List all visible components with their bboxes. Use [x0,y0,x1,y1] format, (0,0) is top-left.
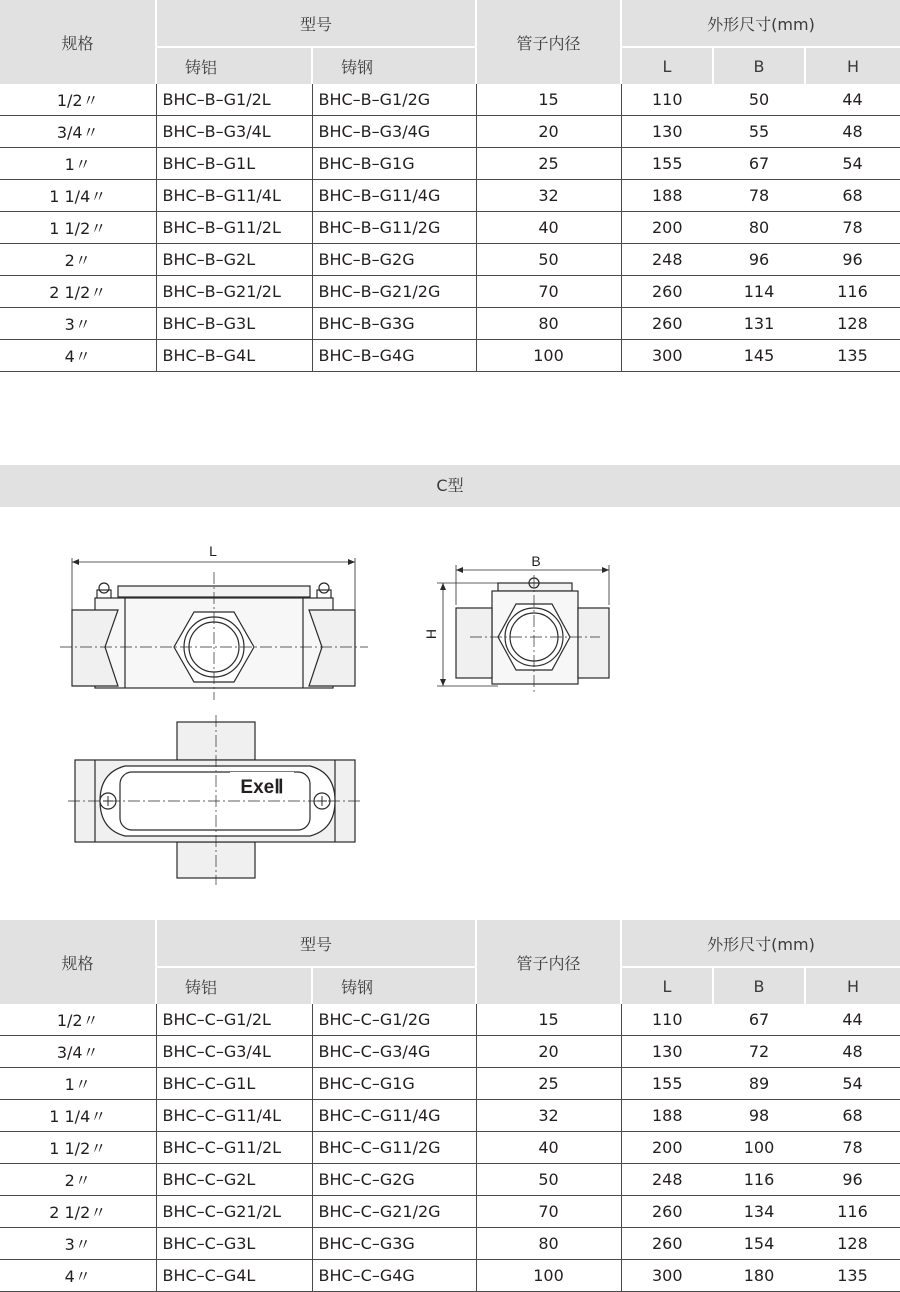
cell-model-cast-aluminum: BHC–B–G3L [156,308,312,340]
cell-width: 131 [713,308,805,340]
header-spec: 规格 [0,920,156,1004]
table-row [0,84,900,116]
cell-model-cast-steel: BHC–C–G1G [312,1068,476,1100]
cell-model-cast-steel: BHC–C–G4G [312,1260,476,1292]
cell-height: 135 [805,340,900,372]
header-spec: 规格 [0,0,156,84]
cell-pipe-diameter: 25 [476,1068,621,1100]
cell-model-cast-steel: BHC–C–G1/2G [312,1004,476,1036]
cell-length: 260 [621,308,713,340]
cell-pipe-diameter: 15 [476,1004,621,1036]
cell-model-cast-steel: BHC–B–G3/4G [312,116,476,148]
cell-length: 260 [621,1228,713,1260]
cell-length: 155 [621,1068,713,1100]
cell-spec: 1〃 [0,148,156,180]
cell-model-cast-aluminum: BHC–B–G21/2L [156,276,312,308]
table-row [0,1228,900,1260]
header-length: L [621,967,713,1004]
cell-model-cast-steel: BHC–C–G21/2G [312,1196,476,1228]
cell-model-cast-steel: BHC–B–G11/4G [312,180,476,212]
cell-length: 130 [621,1036,713,1068]
table-row [0,1260,900,1292]
header-dimensions: 外形尺寸(mm) [621,0,900,47]
cell-width: 145 [713,340,805,372]
table-row [0,1068,900,1100]
cell-width: 116 [713,1164,805,1196]
header-cast-aluminum: 铸铝 [156,967,312,1004]
cell-length: 155 [621,148,713,180]
cell-model-cast-steel: BHC–B–G1G [312,148,476,180]
cell-width: 134 [713,1196,805,1228]
cell-model-cast-steel: BHC–B–G4G [312,340,476,372]
header-dimensions: 外形尺寸(mm) [621,920,900,967]
cell-model-cast-aluminum: BHC–B–G3/4L [156,116,312,148]
cell-pipe-diameter: 50 [476,244,621,276]
table-row [0,340,900,372]
cell-length: 200 [621,1132,713,1164]
cell-pipe-diameter: 100 [476,1260,621,1292]
table-row [0,1132,900,1164]
cell-height: 128 [805,1228,900,1260]
table-row [0,212,900,244]
cell-length: 248 [621,1164,713,1196]
cell-spec: 1 1/4〃 [0,180,156,212]
cell-model-cast-steel: BHC–B–G11/2G [312,212,476,244]
cell-model-cast-steel: BHC–C–G11/2G [312,1132,476,1164]
front-view-drawing [60,558,368,700]
header-model: 型号 [156,920,476,967]
cell-model-cast-aluminum: BHC–C–G1L [156,1068,312,1100]
cell-spec: 1〃 [0,1068,156,1100]
cell-model-cast-aluminum: BHC–B–G1L [156,148,312,180]
cell-pipe-diameter: 20 [476,116,621,148]
cell-spec: 1/2〃 [0,1004,156,1036]
cell-pipe-diameter: 32 [476,1100,621,1132]
cell-height: 44 [805,1004,900,1036]
cell-width: 154 [713,1228,805,1260]
cell-pipe-diameter: 40 [476,212,621,244]
cell-height: 68 [805,1100,900,1132]
header-width: B [713,47,805,84]
cell-pipe-diameter: 70 [476,276,621,308]
cell-height: 128 [805,308,900,340]
cell-spec: 2〃 [0,1164,156,1196]
cell-pipe-diameter: 20 [476,1036,621,1068]
header-model: 型号 [156,0,476,47]
cell-length: 200 [621,212,713,244]
cell-pipe-diameter: 32 [476,180,621,212]
table-row [0,1100,900,1132]
dim-label-l: L [209,543,217,559]
cell-pipe-diameter: 70 [476,1196,621,1228]
cell-length: 300 [621,340,713,372]
header-length: L [621,47,713,84]
cell-width: 96 [713,244,805,276]
cell-model-cast-steel: BHC–B–G3G [312,308,476,340]
table-row [0,244,900,276]
cell-length: 130 [621,116,713,148]
cell-height: 54 [805,148,900,180]
cell-width: 180 [713,1260,805,1292]
side-view-drawing [437,565,609,695]
cell-spec: 1 1/4〃 [0,1100,156,1132]
cell-height: 96 [805,1164,900,1196]
cell-spec: 4〃 [0,340,156,372]
cell-model-cast-aluminum: BHC–B–G4L [156,340,312,372]
header-cast-steel: 铸钢 [312,967,476,1004]
cell-width: 114 [713,276,805,308]
cell-model-cast-aluminum: BHC–C–G3/4L [156,1036,312,1068]
cell-spec: 1 1/2〃 [0,1132,156,1164]
table-row [0,180,900,212]
cell-model-cast-aluminum: BHC–C–G21/2L [156,1196,312,1228]
cell-height: 68 [805,180,900,212]
cell-width: 98 [713,1100,805,1132]
cell-length: 260 [621,276,713,308]
cell-spec: 3/4〃 [0,116,156,148]
cell-width: 100 [713,1132,805,1164]
cell-length: 188 [621,1100,713,1132]
cell-spec: 1 1/2〃 [0,212,156,244]
dim-label-h: H [423,628,439,640]
cell-width: 89 [713,1068,805,1100]
cell-spec: 2 1/2〃 [0,1196,156,1228]
cell-model-cast-steel: BHC–C–G3G [312,1228,476,1260]
c-type-drawings [0,507,900,917]
header-width: B [713,967,805,1004]
cell-pipe-diameter: 50 [476,1164,621,1196]
cell-length: 248 [621,244,713,276]
cell-spec: 2〃 [0,244,156,276]
cell-model-cast-steel: BHC–B–G21/2G [312,276,476,308]
spec-table-c [0,920,900,1292]
cell-width: 67 [713,1004,805,1036]
header-height: H [805,967,900,1004]
table-row [0,1004,900,1036]
cell-height: 96 [805,244,900,276]
table-row [0,1196,900,1228]
cell-length: 110 [621,1004,713,1036]
cell-model-cast-aluminum: BHC–B–G11/2L [156,212,312,244]
cell-model-cast-steel: BHC–C–G3/4G [312,1036,476,1068]
cell-model-cast-steel: BHC–B–G1/2G [312,84,476,116]
cell-height: 116 [805,1196,900,1228]
cell-height: 78 [805,212,900,244]
table-row [0,116,900,148]
cell-pipe-diameter: 25 [476,148,621,180]
cell-spec: 3/4〃 [0,1036,156,1068]
cell-height: 48 [805,116,900,148]
cell-width: 55 [713,116,805,148]
cell-height: 44 [805,84,900,116]
cell-height: 48 [805,1036,900,1068]
cell-length: 260 [621,1196,713,1228]
cell-model-cast-aluminum: BHC–B–G1/2L [156,84,312,116]
cell-model-cast-steel: BHC–C–G2G [312,1164,476,1196]
section-title-c: C型 [0,465,900,507]
cell-width: 72 [713,1036,805,1068]
cell-spec: 4〃 [0,1260,156,1292]
cell-length: 188 [621,180,713,212]
header-height: H [805,47,900,84]
header-pipe-diameter: 管子内径 [476,0,621,84]
cell-model-cast-aluminum: BHC–C–G3L [156,1228,312,1260]
cell-pipe-diameter: 80 [476,1228,621,1260]
exe-marking: ExeⅡ [240,777,284,798]
cell-width: 67 [713,148,805,180]
cell-spec: 3〃 [0,308,156,340]
table-row [0,1036,900,1068]
table-row [0,308,900,340]
cell-model-cast-aluminum: BHC–C–G11/2L [156,1132,312,1164]
header-cast-steel: 铸钢 [312,47,476,84]
cell-model-cast-aluminum: BHC–B–G11/4L [156,180,312,212]
cell-model-cast-steel: BHC–B–G2G [312,244,476,276]
cell-width: 78 [713,180,805,212]
cell-height: 54 [805,1068,900,1100]
cell-pipe-diameter: 100 [476,340,621,372]
cell-width: 80 [713,212,805,244]
header-pipe-diameter: 管子内径 [476,920,621,1004]
cell-spec: 2 1/2〃 [0,276,156,308]
cell-model-cast-aluminum: BHC–C–G11/4L [156,1100,312,1132]
cell-model-cast-steel: BHC–C–G11/4G [312,1100,476,1132]
table-row [0,148,900,180]
top-view-drawing [68,715,362,885]
cell-length: 300 [621,1260,713,1292]
cell-height: 135 [805,1260,900,1292]
cell-pipe-diameter: 40 [476,1132,621,1164]
header-cast-aluminum: 铸铝 [156,47,312,84]
dim-label-b: B [531,553,541,569]
cell-length: 110 [621,84,713,116]
cell-model-cast-aluminum: BHC–C–G4L [156,1260,312,1292]
spec-table-b [0,0,900,372]
table-row [0,276,900,308]
cell-spec: 3〃 [0,1228,156,1260]
cell-width: 50 [713,84,805,116]
cell-model-cast-aluminum: BHC–B–G2L [156,244,312,276]
cell-model-cast-aluminum: BHC–C–G1/2L [156,1004,312,1036]
cell-height: 116 [805,276,900,308]
cell-spec: 1/2〃 [0,84,156,116]
cell-model-cast-aluminum: BHC–C–G2L [156,1164,312,1196]
cell-pipe-diameter: 15 [476,84,621,116]
cell-pipe-diameter: 80 [476,308,621,340]
cell-height: 78 [805,1132,900,1164]
table-row [0,1164,900,1196]
